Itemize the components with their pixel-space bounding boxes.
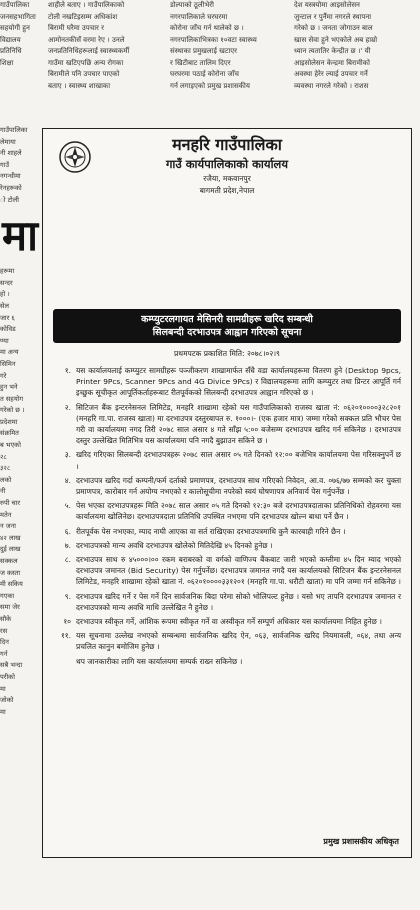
item-number: ९.: [64, 591, 71, 601]
left-column-line: प्रदेशमा: [0, 417, 18, 426]
top-column-3: [170, 0, 288, 92]
column-line: आमोनतकीसँ वरमा रेए । उनले: [48, 35, 125, 44]
left-column-line: मा अन्य: [0, 348, 19, 357]
notice-item: [53, 500, 401, 522]
column-line: नगरपालिकाले घरघरमा: [170, 12, 228, 21]
item-text: दरभाउपत्रको मान्य अवधि दरभाउपत्र खोलेको मितिदेखि ४५ दिनको हुनेछ ।: [76, 540, 273, 550]
notice-item: [53, 365, 401, 399]
left-column-line: रस: [0, 626, 8, 635]
left-column-line: सन्दर: [0, 278, 13, 287]
left-column-line: संक्रमित: [0, 429, 19, 438]
left-column-line: २८: [0, 452, 7, 461]
notice-item: [53, 656, 401, 667]
left-column-line: ो टोली: [0, 195, 19, 204]
column-line: कोरोना जाँच गर्न थालेको छ ।: [170, 24, 244, 32]
left-column-line: मा: [0, 707, 6, 716]
column-line: जुन्टाल र पुर्नैमा नगरले स्थापना: [294, 12, 372, 21]
item-number: ११.: [60, 631, 71, 641]
item-number: १.: [64, 366, 71, 375]
column-line: अवस्था हेरेर ल्याई उपचार गर्ने: [294, 70, 368, 78]
column-line: जनसहभागिता: [0, 12, 36, 21]
column-line: बिरामीले पनि उपचार पाएको: [48, 70, 120, 78]
banner-line-1: कम्प्युटरलगायत मेसिनरी सामग्रीहरू खरिद सम्बन्धी: [141, 314, 313, 325]
item-text: यस सूचनामा उल्लेख नभएको सम्बन्धमा सार्वजनिक खरिद ऐन, ०६३, सार्वजनिक खरिद नियमावली, ०६४, तथा अन्य प्रचलित कानुन बमोजिम हुनेछ ।: [76, 631, 401, 652]
column-line: ध्यान त्यतातिर केन्द्रीत छ ।' यी: [294, 47, 371, 55]
left-column-line: कोविड: [0, 325, 16, 334]
left-column-line: न जना: [0, 522, 17, 531]
notice-item: [53, 616, 401, 627]
left-column-line: ण्या: [0, 336, 9, 345]
notice-item: [53, 526, 401, 537]
left-column-line: सौके: [0, 614, 12, 623]
left-column-line: लको: [0, 475, 12, 484]
notice-title: मनहरि गाउँपालिका: [172, 135, 282, 154]
left-column-line: रेनहरूको: [0, 183, 22, 192]
address-line-2: बागमती प्रदेश,नेपाल: [199, 186, 255, 195]
tender-notice: [42, 128, 412, 858]
left-column-line: हुन भने: [0, 383, 18, 392]
notice-subtitle: गाउँ कार्यपालिकाको कार्यालय: [165, 157, 289, 171]
item-number: [53, 656, 76, 667]
item-text: थप जानकारीका लागि यस कार्यालयमा सम्पर्क राख्न सकिनेछ ।: [76, 656, 243, 666]
left-column-line: ४२ लाख: [0, 533, 21, 542]
left-column-line: गरे: [0, 371, 7, 380]
column-line: व्यवस्था नगरले गरेको । राशस: [294, 81, 369, 90]
left-column-line: हरूमा: [0, 267, 15, 276]
column-line: नगरपालिकाभित्रका १०वटा स्वास्थ्य: [170, 35, 257, 44]
left-column-line: सबै भन्दा: [0, 661, 23, 670]
signature-title: प्रमुख प्रशासकीय अधिकृत: [323, 837, 399, 846]
column-line: देश यस्त्रयोमा आइसोलेसन: [294, 1, 360, 9]
item-text: खरिद गरिएका सिलबन्दी दरभाउपत्रहरू २०७८ साल असार ०५ गते दिनको १२:०० बजेभित्र कार्यालयमा पेस गरिसक्नुपर्ने छ ।: [76, 450, 401, 471]
column-line: घरघरमा पठाई कोरोना जाँच: [170, 70, 239, 78]
left-column-line: गरेको छ ।: [0, 406, 25, 415]
column-line: बताए । स्वास्थ्य शाखाका: [48, 81, 111, 90]
left-column-line: समा जेर: [0, 603, 20, 612]
item-number: ७.: [64, 540, 71, 550]
notice-item: [53, 591, 401, 613]
left-column-line: मी सकिय: [0, 580, 23, 589]
column-line: गाउँमा खटिएपछि अन्य रोगका: [48, 58, 124, 67]
item-number: ८.: [64, 555, 71, 565]
left-column-line: नी: [0, 487, 6, 496]
left-column-headline: मा: [2, 211, 38, 261]
item-number: ३.: [64, 450, 71, 460]
address-line-1: रजैया, मकवानपुर: [203, 174, 251, 183]
item-text: यस कार्यालयलाई कम्प्युटर सामग्रीहरू पञ्जीकरण शाखामार्फत सँधै वडा कार्यालयहरूमा वितरण हुने (Desktop 9pcs, Printer 9Pcs, Scanner 9Pcs and 4G Divice 9Pcs) र विद्यालयहरूमा लागि कम्प्युटर तथा प्रिन्टर आपूर्ति गर्न इच्छुक सूचीकृत आपूर्तिकर्ताहरूबाट रीतपूर्वकको सिलबन्दी दरभाउपत्र आह्वान गरिएको छ ।: [76, 366, 401, 398]
left-column-line: ३२८: [0, 464, 11, 473]
notice-header: [43, 129, 411, 239]
column-line: विद्यालय: [0, 35, 21, 44]
item-number: २.: [64, 402, 71, 412]
notice-item: [53, 475, 401, 497]
notice-item: [53, 449, 401, 471]
column-line: प्रतिनिधि: [0, 47, 22, 55]
column-line: संस्थाका प्रमुखलाई खटाएर: [170, 47, 237, 55]
item-number: ६.: [64, 526, 71, 536]
top-column-1: [0, 0, 40, 69]
nepal-emblem-icon: [57, 137, 93, 177]
left-column-line: रुपी चार: [0, 499, 21, 508]
newspaper-top-columns: [0, 0, 420, 125]
column-line: टोली नखटिइसम्म अधिकांश: [48, 12, 118, 21]
item-number: ५.: [64, 501, 71, 511]
item-text: दरभाउपत्र स्वीकृत गर्ने, आंशिक रूपमा स्वीकृत गर्ने वा अस्वीकृत गर्ने सम्पूर्ण अधिकार यस कार्यालयमा निहित हुनेछ ।: [76, 617, 382, 627]
column-line: गाउँपालिका: [0, 1, 30, 9]
left-column-line: जोको: [0, 696, 14, 705]
left-column-line: सक्कल: [0, 557, 18, 565]
left-column-line: नगन्धीमा: [0, 172, 21, 181]
column-line: डोल्पाको ठूलीभेरी: [170, 1, 214, 9]
left-column-line: परीको: [0, 672, 15, 681]
notice-items-list: [53, 365, 401, 670]
top-column-2: [48, 0, 166, 92]
left-column-line: दिन: [0, 638, 9, 647]
left-column-line: ज कस्ता: [0, 568, 21, 577]
left-column-line: सेल: [0, 301, 9, 310]
column-line: सहयोगी हुन: [0, 24, 30, 32]
left-column-line: लेमाया: [0, 137, 16, 146]
notice-banner: [53, 309, 401, 343]
item-text: पेस भएका दरभाउपत्रहरू मिति २०७८ साल असार ०५ गते दिनको १२:३० बजे दरभाउपत्रदाताका प्रतिनिधिको रोहवरमा यस कार्यालयमा खोलिनेछ। दरभाउपत्रदाता प्रतिनिधि उपस्थित नभएमा पनि दरभाउपत्र खोल्न बाधा पर्ने छैन ।: [76, 501, 401, 522]
left-column-line: मतेन: [0, 510, 12, 519]
item-text: रीतपूर्वक पेस नभएका, म्याद नाघी आएका वा सर्त राखिएका दरभाउपत्रमाथि कुनै कारबाही गरिने छैन ।: [76, 526, 346, 536]
item-number: १०: [63, 617, 71, 627]
banner-line-2: सिलबन्दी दरभाउपत्र आह्वान गरिएको सूचना: [152, 327, 302, 338]
column-line: आइसोलेसन केन्द्रमा बिरामीको: [294, 58, 370, 67]
column-line: र खिटीबाट तालिम दिएर: [170, 58, 231, 67]
column-line: गर्न लगाइएको प्रमुख प्रशासकीय: [170, 81, 250, 90]
left-column-line: नी शाहले: [0, 149, 22, 158]
column-line: शाहीले बताए । गाउँपालिकाको: [48, 1, 125, 9]
left-column-line: सिमिन: [0, 359, 16, 368]
item-text: सिटिजन बैंक इन्टरनेसनल लिमिटेड, मनहरि शाखामा रहेको यस गाउँपालिकाको राजस्व खाता नं: ०६२०१००००३२८२०१ (मनहरि गा.पा. राजस्व खाता) मा दरभाउपत्र दस्तुरबापत रु. १०००।- (एक हजार मात्र) जम्मा गरेको सक्कल प्रति भौचर पेस गरी वा कार्यालयमा नगद तिरी २०७८ साल असार ४ गते साँझ ५:०० बजेसम्म दरभाउपत्र खरिद गर्न सकिनेछ । दरभाउपत्र दस्तुर उल्लेखित मितिभित्र यस कार्यालयमा पनि नगदै बुझाउन सकिने छ ।: [76, 402, 401, 446]
notice-item: [53, 554, 401, 588]
left-column-line: गर्न: [0, 649, 8, 658]
item-number: ४.: [64, 475, 71, 485]
notice-item: [53, 402, 401, 447]
newspaper-left-column: [0, 125, 40, 910]
item-text: दरभाउपत्र खरिद गर्दा कम्पनी/फर्म दर्ताको प्रमाणपत्र, दरभाउपत्र साथ गरिएको निवेदन, आ.व. ०७६/७७ सम्मको कर चुक्ता प्रमाणपत्र, कारोबार गर्न अयोग्य नभएको र कालोसूचीमा नपरेको स्वयं घोषणापत्र अनिवार्य पेस गर्नुपर्नेछ ।: [76, 475, 401, 497]
left-column-line: जार ६: [0, 313, 15, 322]
column-line: गरेको छ । जनता जोगाउन बाल: [294, 24, 373, 32]
notice-item: [53, 540, 401, 551]
left-column-line: त सहयोग: [0, 394, 24, 403]
left-column-line: दुई लाख: [0, 545, 21, 554]
top-column-4: [294, 0, 418, 92]
left-column-line: हो ।: [0, 290, 10, 299]
left-column-line: गएका: [0, 591, 15, 600]
column-line: बिरामी घरैमा उपचार र: [48, 24, 104, 32]
column-line: शिक्षा: [0, 58, 14, 67]
item-text: दरभाउपत्र खरिद गर्ने र पेस गर्ने दिन सार्वजनिक बिदा परेमा सोको भोलिपल्ट हुनेछ । यसो भए तापनि दरभाउपत्र जमानत र दरभाउपत्रको मान्य अवधि माथि उल्लेखित नै हुनेछ ।: [76, 591, 401, 612]
column-line: खास सेवा हुने भएकोले अब हाम्रो: [294, 35, 378, 44]
publish-date: प्रथमपटक प्रकाशित मिति: २०७८।०२।९: [174, 349, 280, 358]
notice-item: [53, 630, 401, 652]
item-text: दरभाउपत्र साथ रु ४५०००।०० रकम बराबरको वा वर्गको वाणिज्य बैंकबाट जारी भएको कम्तीमा ४५ दिन म्याद भएको दरभाउपत्र जमानत (Bid Security) पेस गर्नुपर्नेछ। दरभाउपत्र जमानत नगदै यस कार्यालयको सिटिजन बैंक इन्टरनेसनल लिमिटेड, मनहरि शाखामा रहेको खाता नं. ०६२०१००००३३१२०१ (मनहरि गा.पा. धरौटी खाता) मा पनि जम्मा गर्न सकिनेछ ।: [76, 555, 401, 587]
left-column-line: ब भएको: [0, 441, 21, 450]
left-column-line: गाउँ: [0, 160, 10, 169]
column-line: जनप्रतिनिधिहरूलाई स्वास्थ्यकर्मी: [48, 47, 130, 55]
left-column-line: गाउँपालिका: [0, 126, 28, 134]
left-column-line: मा: [0, 684, 6, 693]
